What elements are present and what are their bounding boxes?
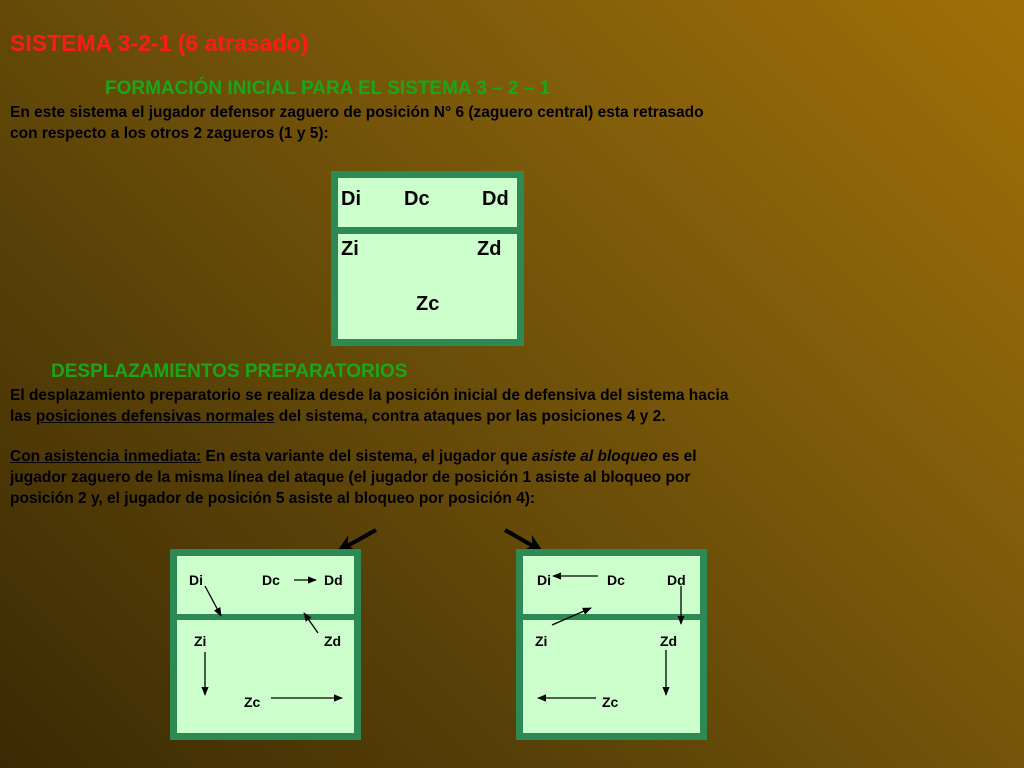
left-dc: Dc <box>262 572 280 588</box>
left-movement-arrows <box>170 549 361 740</box>
left-di: Di <box>189 572 203 588</box>
preparatory-line-2: las posiciones defensivas normales del sistema, contra ataques por las posiciones 4 y 2. <box>10 408 666 425</box>
right-assist-court <box>516 549 707 740</box>
left-zd-move-arrow <box>304 613 318 633</box>
right-zd: Zd <box>660 633 678 649</box>
assist-label: Con asistencia inmediata: <box>10 448 202 465</box>
section-heading-preparatory: DESPLAZAMIENTOS PREPARATORIOS <box>51 361 408 382</box>
player-zi: Zi <box>341 238 359 260</box>
arrow-right-attack <box>505 530 540 550</box>
right-movement-arrows <box>516 549 707 740</box>
left-zd: Zd <box>324 633 342 649</box>
normal-positions-term: posiciones defensivas normales <box>35 408 275 425</box>
player-dd: Dd <box>482 188 509 210</box>
player-zd: Zd <box>477 238 502 260</box>
right-zc: Zc <box>602 694 619 710</box>
intro-line-2: con respecto a los otros 2 zagueros (1 y 5): <box>10 125 329 142</box>
left-dd: Dd <box>324 572 343 588</box>
intro-line-1: En este sistema el jugador defensor zaguero de posición N° 6 (zaguero central) esta retrasado <box>10 104 704 121</box>
player-dc: Dc <box>404 188 430 210</box>
preparatory-line-1: El desplazamiento preparatorio se realiza desde la posición inicial de defensiva del sistema hacia <box>10 387 729 404</box>
right-dc: Dc <box>607 572 625 588</box>
left-di-move-arrow <box>205 586 221 616</box>
assist-line-3: posición 2 y, el jugador de posición 5 asiste al bloqueo por posición 4): <box>10 490 536 507</box>
assist-term: asiste al bloqueo <box>532 448 658 465</box>
left-zi: Zi <box>194 633 207 649</box>
left-zc: Zc <box>244 694 261 710</box>
right-dd: Dd <box>667 572 686 588</box>
left-assist-court <box>170 549 361 740</box>
right-di: Di <box>537 572 551 588</box>
right-zi: Zi <box>535 633 548 649</box>
arrow-left-attack <box>340 530 376 550</box>
assist-line-1: Con asistencia inmediata: En esta variante del sistema, el jugador que asiste al bloqueo es el <box>10 448 697 465</box>
player-di: Di <box>341 188 361 210</box>
page-title: SISTEMA 3-2-1 (6 atrasado) <box>10 30 309 56</box>
player-zc: Zc <box>416 293 440 315</box>
right-zi-move-arrow <box>552 608 591 625</box>
assist-line-2: jugador zaguero de la misma línea del ataque (el jugador de posición 1 asiste al bloqueo por <box>10 469 691 486</box>
formation-subtitle: FORMACIÓN INICIAL PARA EL SISTEMA 3 – 2 – 1 <box>105 78 551 99</box>
